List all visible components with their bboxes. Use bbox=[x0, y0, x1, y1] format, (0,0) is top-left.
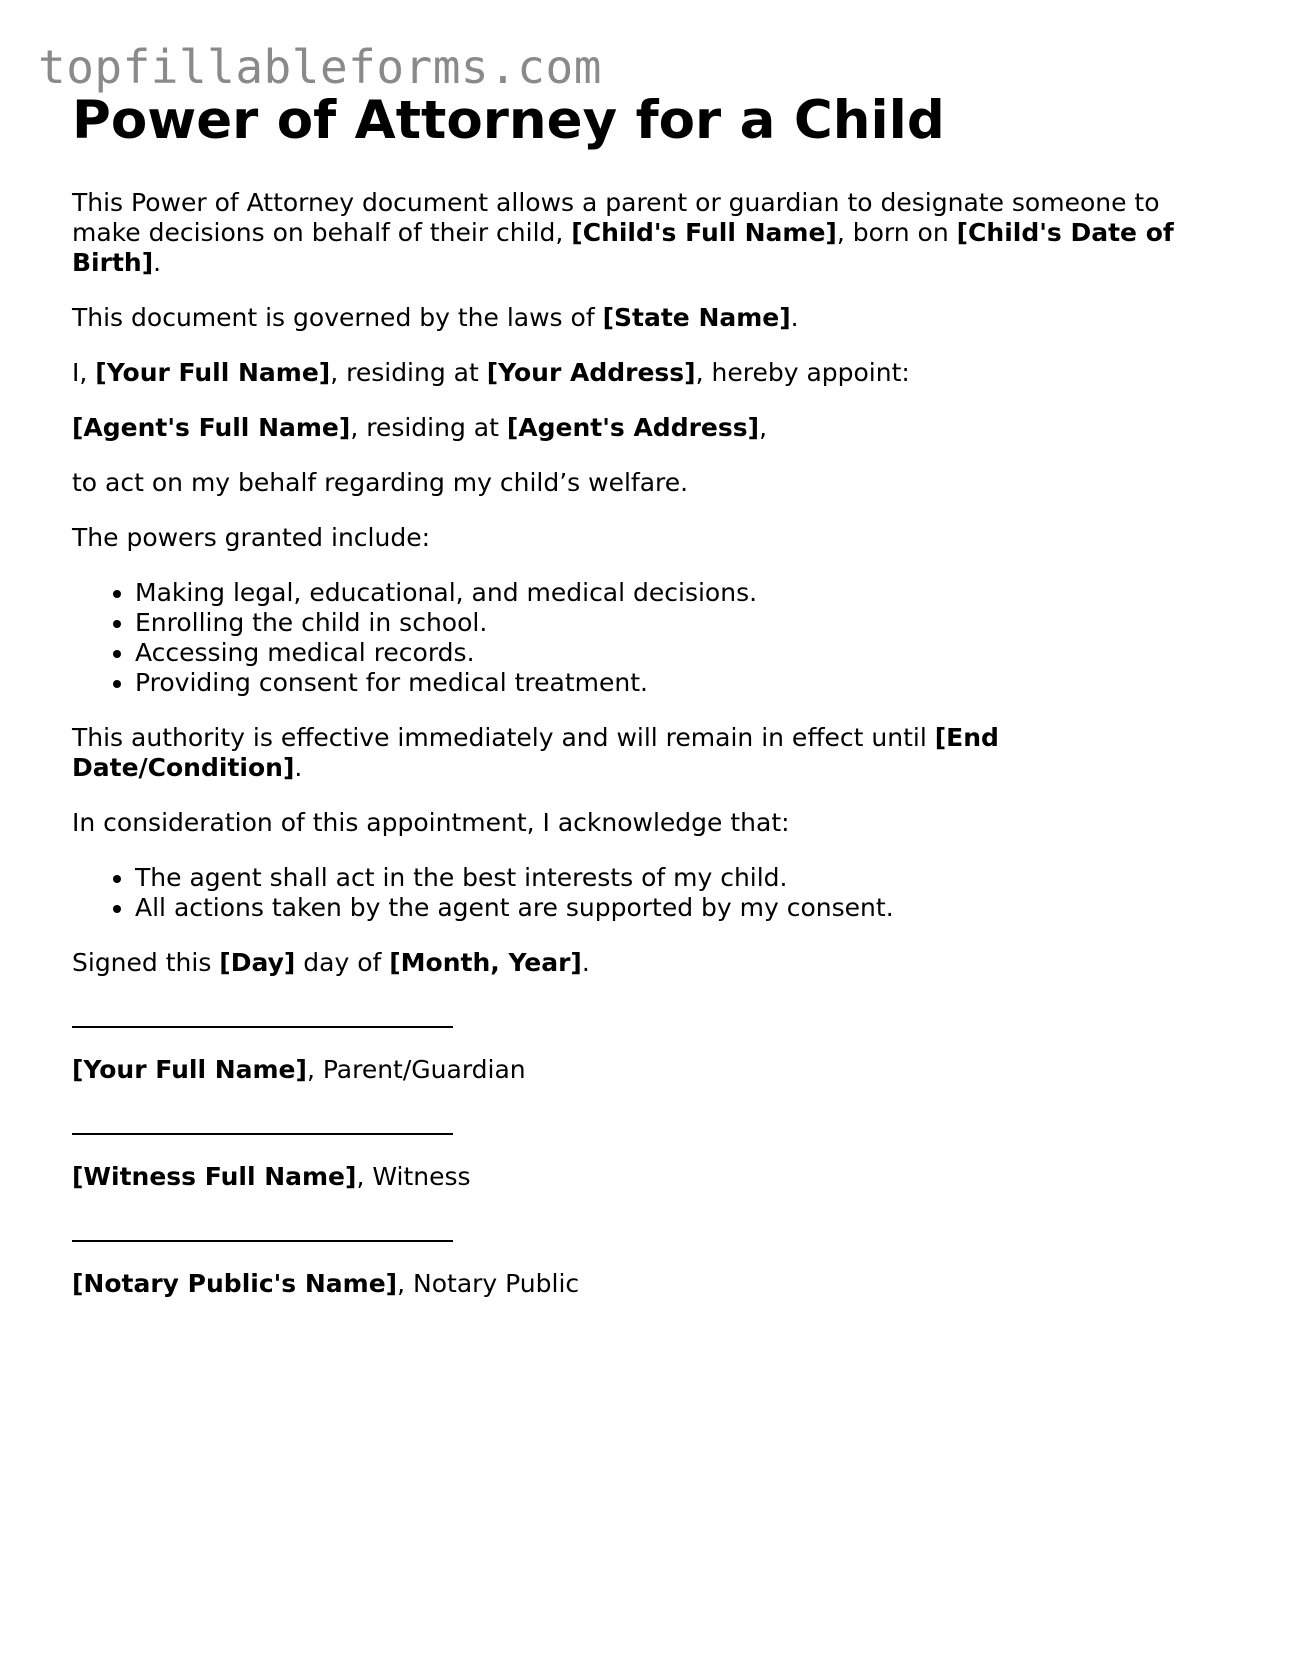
intro-paragraph bbox=[72, 188, 1222, 278]
agent-paragraph bbox=[72, 413, 1222, 443]
list-item: • All actions taken by the agent are supported by my consent. bbox=[135, 893, 1222, 923]
appointment-text-2: , residing at bbox=[330, 358, 487, 387]
state-placeholder: [State Name] bbox=[602, 303, 791, 332]
signer-name-placeholder: [Your Full Name] bbox=[72, 1055, 307, 1084]
agent-text-2: , bbox=[759, 413, 768, 442]
document-page bbox=[72, 86, 1222, 1299]
intro-text-3: . bbox=[153, 248, 162, 277]
appointment-text-3: , hereby appoint: bbox=[695, 358, 910, 387]
signature-line bbox=[72, 1240, 453, 1242]
governing-law-paragraph bbox=[72, 303, 1222, 333]
acknowledgements-list bbox=[72, 863, 1222, 923]
list-item: • Making legal, educational, and medical decisions. bbox=[135, 578, 1222, 608]
signer-role: , Parent/Guardian bbox=[306, 1055, 526, 1084]
signature-line bbox=[72, 1026, 453, 1028]
day-placeholder: [Day] bbox=[219, 948, 296, 977]
your-name-placeholder: [Your Full Name] bbox=[95, 358, 331, 387]
powers-list bbox=[72, 578, 1222, 698]
parent-signature-block bbox=[72, 1026, 1222, 1085]
witness-role: , Witness bbox=[356, 1162, 471, 1191]
list-item: • Providing consent for medical treatment. bbox=[135, 668, 1222, 698]
governing-text-1: This document is governed by the laws of bbox=[72, 303, 603, 332]
agent-text-1: , residing at bbox=[350, 413, 507, 442]
signed-text-2: day of bbox=[295, 948, 390, 977]
list-item: • Enrolling the child in school. bbox=[135, 608, 1222, 638]
site-watermark: topfillableforms.com bbox=[38, 40, 602, 94]
notary-signature-block bbox=[72, 1240, 1222, 1299]
appointment-paragraph bbox=[72, 358, 1222, 388]
witness-signature-label bbox=[72, 1162, 1222, 1192]
list-item: • The agent shall act in the best interests of my child. bbox=[135, 863, 1222, 893]
intro-text-1: This Power of Attorney document allows a parent or guardian to designate someone to make decisions on behalf of their child, bbox=[72, 188, 1160, 247]
agent-address-placeholder: [Agent's Address] bbox=[506, 413, 760, 442]
child-dob-placeholder: [Child's Date of Birth] bbox=[72, 218, 1174, 277]
powers-intro: The powers granted include: bbox=[72, 523, 430, 552]
agent-name-placeholder: [Agent's Full Name] bbox=[72, 413, 351, 442]
document-title: Power of Attorney for a Child bbox=[72, 90, 945, 151]
effective-paragraph bbox=[72, 723, 1222, 783]
signature-line bbox=[72, 1133, 453, 1135]
your-address-placeholder: [Your Address] bbox=[486, 358, 696, 387]
behalf-paragraph: to act on my behalf regarding my child’s welfare. bbox=[72, 468, 689, 497]
appointment-text-1: I, bbox=[72, 358, 96, 387]
notary-role: , Notary Public bbox=[397, 1269, 580, 1298]
month-year-placeholder: [Month, Year] bbox=[389, 948, 582, 977]
acknowledge-intro: In consideration of this appointment, I acknowledge that: bbox=[72, 808, 790, 837]
notary-name-placeholder: [Notary Public's Name] bbox=[72, 1269, 398, 1298]
effective-text-2: . bbox=[294, 753, 303, 782]
signed-paragraph bbox=[72, 948, 1222, 978]
notary-signature-label bbox=[72, 1269, 1222, 1299]
governing-text-2: . bbox=[790, 303, 799, 332]
signed-text-1: Signed this bbox=[72, 948, 220, 977]
witness-signature-block bbox=[72, 1133, 1222, 1192]
end-date-placeholder: [End Date/Condition] bbox=[72, 723, 999, 782]
parent-signature-label bbox=[72, 1055, 1222, 1085]
intro-text-2: , born on bbox=[836, 218, 957, 247]
witness-name-placeholder: [Witness Full Name] bbox=[72, 1162, 357, 1191]
signed-text-3: . bbox=[581, 948, 590, 977]
list-item: • Accessing medical records. bbox=[135, 638, 1222, 668]
child-name-placeholder: [Child's Full Name] bbox=[571, 218, 837, 247]
effective-text-1: This authority is effective immediately and will remain in effect until bbox=[72, 723, 935, 752]
